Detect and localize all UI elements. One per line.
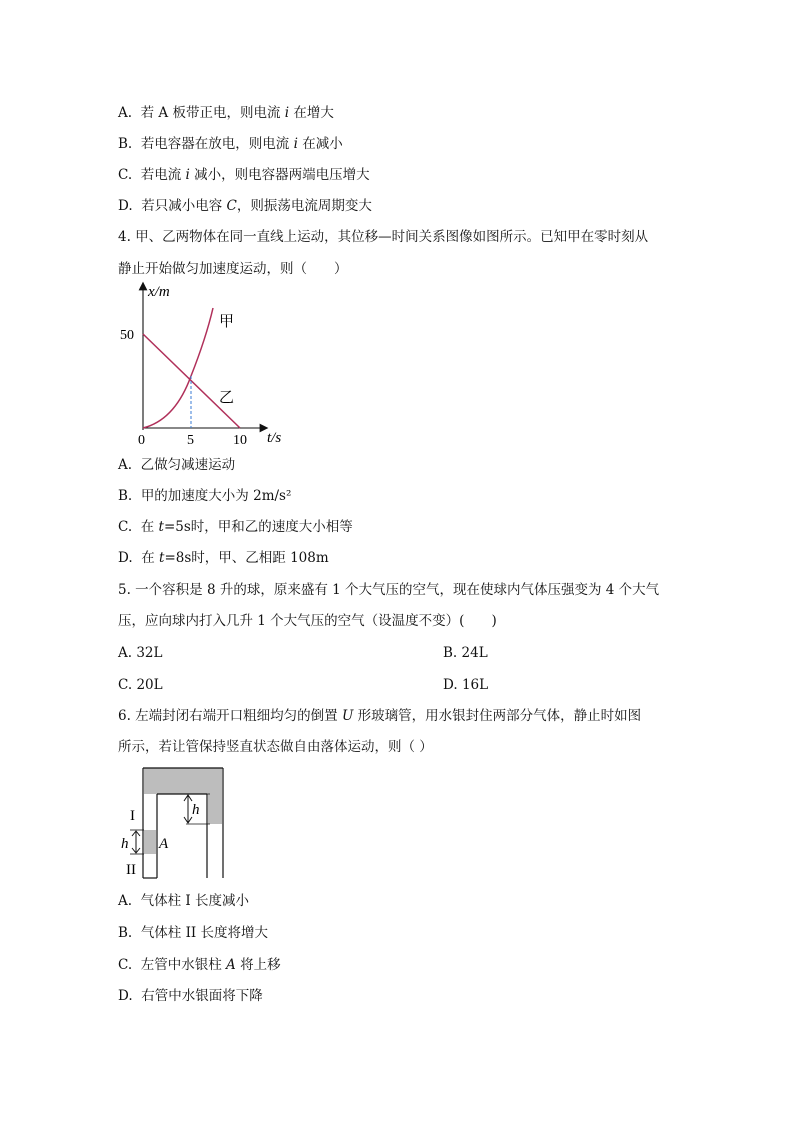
- q6-option-a: [118, 892, 249, 910]
- q5-stem-line1: 5. 一个容积是 8 升的球，原来盛有 1 个大气压的空气，现在使球内气体压强变为 4 个大气: [118, 582, 660, 598]
- option-letter: A.: [118, 645, 133, 661]
- option-text: 若只减小电容: [141, 198, 227, 214]
- option-text: =5s时，甲和乙的速度大小相等: [163, 519, 353, 535]
- gas-column-i-label: I: [130, 808, 135, 824]
- option-letter: A.: [118, 893, 133, 909]
- option-text: 甲的加速度大小为 2m/s²: [140, 488, 292, 504]
- option-variable: t: [159, 550, 165, 566]
- option-text: 在: [140, 519, 159, 535]
- option-letter: A.: [118, 457, 133, 473]
- option-text: 乙做匀减速运动: [140, 457, 236, 473]
- yi-label: 乙: [219, 390, 235, 406]
- stem-variable: U: [341, 708, 354, 724]
- q5-option-a: [118, 644, 163, 662]
- q6-option-b: [118, 924, 268, 942]
- q3-option-d: [118, 197, 372, 215]
- option-text: 在: [141, 550, 160, 566]
- option-text: 气体柱 II 长度将增大: [140, 925, 269, 941]
- option-text: 20L: [136, 677, 163, 693]
- option-letter: D.: [443, 677, 458, 693]
- option-text: 减小，则电容器两端电压增大: [189, 167, 370, 183]
- q4-option-a: [118, 456, 235, 474]
- q4-option-b: [118, 487, 291, 505]
- option-variable: i: [185, 167, 190, 183]
- option-text: 若电流: [140, 167, 186, 183]
- option-letter: D.: [118, 198, 133, 214]
- mercury-column-a: [144, 830, 156, 854]
- option-text: 在减小: [297, 136, 343, 152]
- option-text: 32L: [136, 645, 163, 661]
- x-axis-label: t/s: [267, 430, 282, 446]
- option-text: 24L: [461, 645, 488, 661]
- q6-option-c: [118, 956, 281, 974]
- q6-stem-line2: 所示，若让管保持竖直状态做自由落体运动，则（ ）: [118, 739, 433, 755]
- option-text: 左管中水银柱: [140, 957, 227, 973]
- option-variable: i: [293, 136, 298, 152]
- q3-option-c: [118, 166, 370, 184]
- option-letter: C.: [118, 677, 133, 693]
- q5-option-b: [443, 644, 488, 662]
- option-text: =8s时，甲、乙相距 108m: [164, 550, 329, 566]
- option-text: 气体柱 I 长度减小: [140, 893, 250, 909]
- q3-option-a: [118, 104, 334, 122]
- option-variable: i: [284, 105, 290, 121]
- q6-u-tube-figure: [112, 764, 232, 882]
- option-letter: D.: [118, 988, 133, 1004]
- h-left-label: h: [121, 836, 129, 852]
- y-tick-50: 50: [120, 328, 134, 343]
- right-mercury-column: [208, 768, 222, 824]
- jia-label: 甲: [219, 314, 235, 330]
- option-letter: A.: [118, 105, 133, 121]
- mercury-a-label: A: [159, 836, 169, 852]
- x-tick-0: 0: [138, 433, 145, 448]
- option-letter: D.: [118, 550, 133, 566]
- option-text: 若电容器在放电，则电流: [140, 136, 294, 152]
- q6-stem-line1: [118, 707, 641, 725]
- y-axis-label: x/m: [148, 284, 170, 300]
- option-variable: t: [158, 519, 164, 535]
- option-text: 若 A 板带正电，则电流: [140, 105, 285, 121]
- gas-column-ii-label: II: [126, 862, 136, 878]
- stem-text: 形玻璃管，用水银封住两部分气体，静止时如图: [353, 708, 642, 724]
- q5-option-d: [443, 676, 488, 694]
- option-variable: A: [226, 957, 236, 973]
- option-letter: B.: [118, 136, 133, 152]
- option-letter: C.: [118, 519, 133, 535]
- option-letter: C.: [118, 167, 133, 183]
- x-tick-10: 10: [233, 433, 247, 448]
- x-tick-5: 5: [187, 433, 194, 448]
- q5-stem-line2: 压，应向球内打入几升 1 个大气压的空气（设温度不变）( ): [118, 613, 497, 629]
- option-variable: C: [226, 198, 237, 214]
- h-right-label: h: [192, 802, 200, 818]
- option-text: 右管中水银面将下降: [141, 988, 263, 1004]
- stem-text: 6. 左端封闭右端开口粗细均匀的倒置: [118, 708, 342, 724]
- q4-position-time-graph: [112, 280, 302, 450]
- option-text: 16L: [461, 677, 489, 693]
- q4-stem-line2: 静止开始做匀加速度运动，则（ ）: [118, 261, 348, 277]
- option-text: ，则振荡电流周期变大: [236, 198, 372, 214]
- q6-option-d: [118, 987, 263, 1005]
- option-letter: B.: [443, 645, 458, 661]
- q4-stem-line1: 4. 甲、乙两物体在同一直线上运动，其位移—时间关系图像如图所示。已知甲在零时刻从: [118, 229, 649, 245]
- q5-option-c: [118, 676, 163, 694]
- q3-option-b: [118, 135, 343, 153]
- option-letter: B.: [118, 488, 133, 504]
- option-letter: B.: [118, 925, 133, 941]
- q4-option-c: [118, 518, 353, 536]
- q4-option-d: [118, 549, 329, 567]
- option-text: 在增大: [289, 105, 334, 121]
- option-text: 将上移: [235, 957, 281, 973]
- option-letter: C.: [118, 957, 133, 973]
